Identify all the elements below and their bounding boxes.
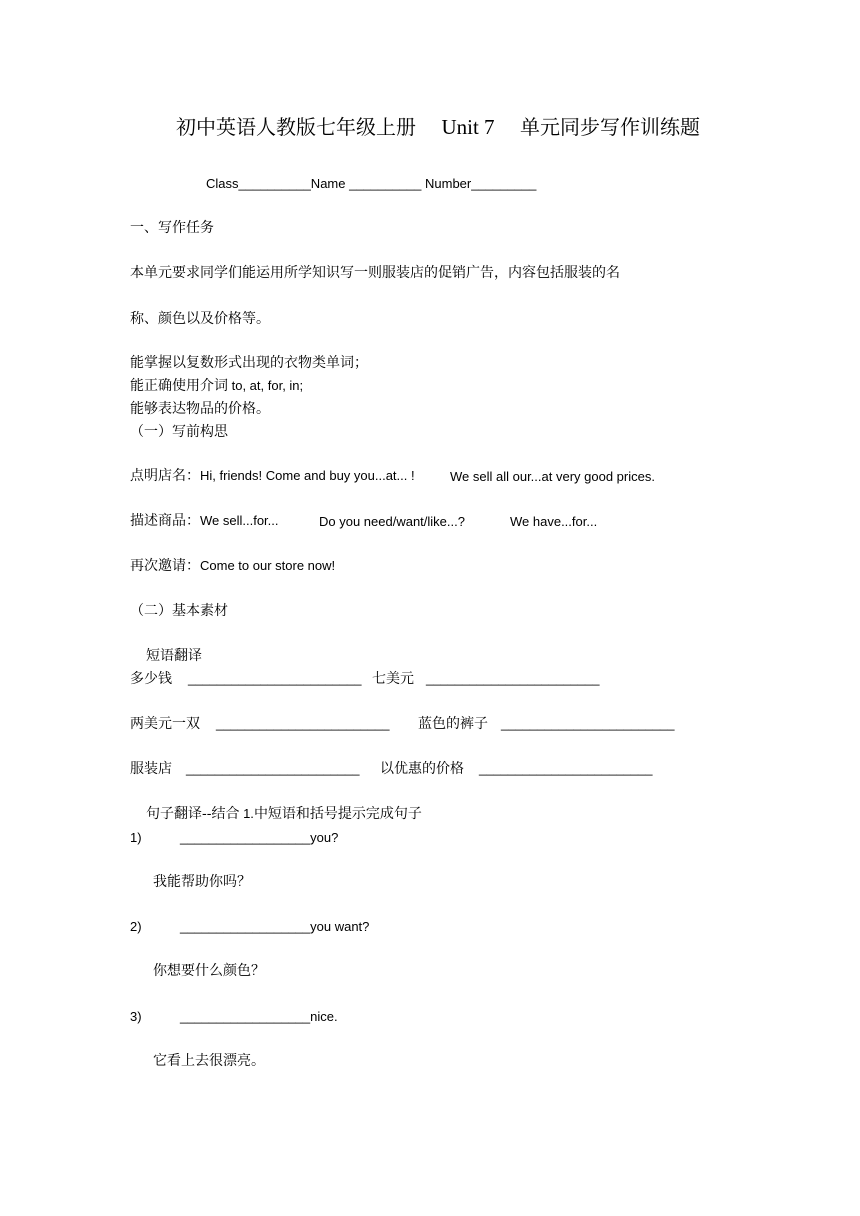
task-description-line-2: 称、颜色以及价格等。 xyxy=(130,311,270,327)
phrase-answer-blank[interactable]: ________________________ xyxy=(426,671,600,686)
goal-item-1: 能掌握以复数形式出现的衣物类单词； xyxy=(130,355,368,371)
phrase-item xyxy=(130,715,200,733)
goal-item-3: 能够表达物品的价格。 xyxy=(130,401,270,417)
sentence-chinese: 我能帮助你吗？ xyxy=(153,874,251,890)
template-sentence: Hi, friends! Come and buy you...at... ! xyxy=(200,468,415,483)
template-sentence: We have...for... xyxy=(510,514,598,529)
sentence-translation-heading xyxy=(146,805,422,823)
template-sentence: We sell...for... xyxy=(200,513,279,528)
sentence-chinese: 你想要什么颜色？ xyxy=(153,963,265,979)
student-info-line: Class__________Name __________ Number_________ xyxy=(206,176,537,191)
template-line-store-name xyxy=(130,467,415,485)
phrase-answer-blank[interactable]: ________________________ xyxy=(501,716,675,731)
template-label: 描述商品： xyxy=(130,513,200,529)
template-sentence: Do you need/want/like...? xyxy=(319,514,465,529)
template-label: 再次邀请： xyxy=(130,558,200,574)
part-heading-prewriting: （一）写前构思 xyxy=(130,424,228,440)
sentence-number: 2) xyxy=(130,919,142,934)
goal-item-2-zh: 能正确使用介词 xyxy=(130,378,228,394)
template-line-invite-again xyxy=(130,557,335,575)
goal-item-2 xyxy=(130,377,303,395)
task-description-line-1: 本单元要求同学们能运用所学知识写一则服装店的促销广告，内容包括服装的名 xyxy=(130,265,620,281)
phrase-answer-blank[interactable]: ________________________ xyxy=(479,761,653,776)
sentence-blank[interactable]: __________________you want? xyxy=(180,919,370,934)
phrase-item xyxy=(130,760,172,778)
phrase-answer-blank[interactable]: ________________________ xyxy=(186,761,360,776)
phrase-item xyxy=(130,670,172,688)
phrase-answer-blank[interactable]: ________________________ xyxy=(216,716,390,731)
goal-item-2-en: to, at, for, in; xyxy=(228,378,304,393)
sentence-blank[interactable]: __________________nice. xyxy=(180,1009,338,1024)
sentence-chinese: 它看上去很漂亮。 xyxy=(153,1053,265,1069)
sentence-number: 3) xyxy=(130,1009,142,1024)
part-heading-materials: （二）基本素材 xyxy=(130,603,228,619)
phrase-zh: 七美元 xyxy=(372,671,414,687)
phrase-zh: 两美元一双 xyxy=(130,716,200,732)
page-title xyxy=(176,113,700,141)
template-sentence: Come to our store now! xyxy=(200,558,336,573)
section-heading-writing-task: 一、写作任务 xyxy=(130,220,214,236)
sentence-number: 1) xyxy=(130,830,142,845)
phrase-zh: 多少钱 xyxy=(130,671,172,687)
phrase-item xyxy=(418,715,488,733)
title-prefix: 初中英语人教版七年级上册 xyxy=(176,115,416,139)
phrase-zh: 以优惠的价格 xyxy=(380,761,464,777)
sentence-heading-rest: 中短语和括号提示完成句子 xyxy=(253,806,422,822)
title-unit: Unit 7 xyxy=(441,115,495,139)
phrase-item xyxy=(380,760,464,778)
phrase-item xyxy=(372,670,414,688)
title-suffix: 单元同步写作训练题 xyxy=(519,115,700,139)
phrase-answer-blank[interactable]: ________________________ xyxy=(188,671,362,686)
template-sentence: We sell all our...at very good prices. xyxy=(450,469,655,484)
phrase-zh: 蓝色的裤子 xyxy=(418,716,488,732)
template-label: 点明店名： xyxy=(130,468,200,484)
sentence-blank[interactable]: __________________you? xyxy=(180,830,339,845)
template-line-describe-goods xyxy=(130,512,279,530)
sentence-heading-ref: 1. xyxy=(239,806,254,821)
phrase-zh: 服装店 xyxy=(130,761,172,777)
sentence-heading-zh: 句子翻译--结合 xyxy=(146,806,240,822)
phrase-translation-heading: 短语翻译 xyxy=(146,648,202,664)
